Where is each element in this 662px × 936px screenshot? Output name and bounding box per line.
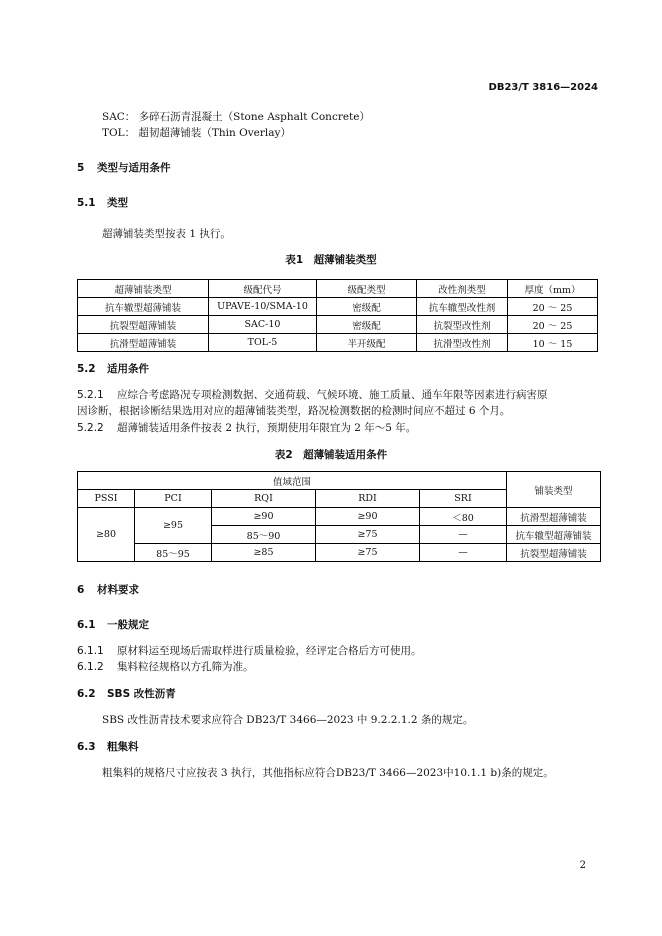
table-cell: UPAVE-10/SMA-10 (209, 298, 317, 316)
table-cell: 抗裂型超薄铺装 (78, 316, 209, 334)
clause-6-1-2 (77, 659, 254, 675)
table-cell: 85～90 (212, 526, 316, 544)
header-cell: 级配代号 (209, 280, 317, 298)
table-cell: 抗裂型改性剂 (417, 316, 508, 334)
header-cell: PSSI (78, 490, 135, 508)
section-title: 类型 (107, 197, 128, 209)
abbrev-tol: TOL： 超韧超薄铺装（Thin Overlay） (102, 127, 291, 139)
clause-number: 6.1.1 (77, 645, 104, 657)
table-2 (77, 471, 601, 562)
section-6-2-text: SBS 改性沥青技术要求应符合 DB23/T 3466—2023 中 9.2.2.1.2 条的规定。 (102, 714, 474, 726)
clause-number: 5.2.1 (77, 389, 104, 401)
section-number: 6 (77, 584, 85, 596)
table-header-row (78, 472, 601, 490)
header-cell: RQI (212, 490, 316, 508)
table-cell: ≥80 (78, 508, 135, 562)
clause-5-2-1-continued: 因诊断，根据诊断结果选用对应的超薄铺装类型，路况检测数据的检测时间应不超过 6 个月。 (77, 405, 511, 417)
section-title: 材料要求 (97, 584, 139, 596)
table-cell: ≥85 (212, 544, 316, 562)
table-cell: 10 ～ 15 (508, 334, 598, 352)
section-title: 类型与适用条件 (97, 162, 171, 174)
table-cell: 抗滑型改性剂 (417, 334, 508, 352)
section-5-heading (77, 160, 171, 175)
section-5-1-text: 超薄铺装类型按表 1 执行。 (102, 228, 231, 240)
abbrev-sac: SAC： 多碎石沥青混凝土（Stone Asphalt Concrete） (102, 111, 370, 123)
table-1 (77, 279, 598, 352)
clause-text: 原材料运至现场后需取样进行质量检验，经评定合格后方可使用。 (117, 645, 422, 657)
section-6-3-text: 粗集料的规格尺寸应按表 3 执行，其他指标应符合DB23/T 3466—2023中10.1.1 b)条的规定。 (102, 767, 554, 779)
section-6-1-heading (77, 617, 149, 632)
standard-number: DB23/T 3816—2024 (488, 82, 598, 93)
table-cell: 半开级配 (317, 334, 417, 352)
clause-5-2-1 (77, 387, 548, 403)
table-cell: SAC-10 (209, 316, 317, 334)
section-title: SBS 改性沥青 (107, 688, 176, 700)
header-cell-type: 铺装类型 (507, 472, 601, 508)
clause-5-2-2 (77, 420, 416, 436)
table-cell: 抗裂型超薄铺装 (507, 544, 601, 562)
table-cell: — (420, 544, 507, 562)
table-cell: 85～95 (135, 544, 212, 562)
section-6-3-heading (77, 739, 139, 754)
table-header-row (78, 280, 598, 298)
table-cell: 20 ～ 25 (508, 298, 598, 316)
section-title: 一般规定 (107, 619, 149, 631)
table-row (78, 316, 598, 334)
section-5-2-heading (77, 361, 149, 376)
clause-number: 5.2.2 (77, 422, 104, 434)
section-number: 5.2 (77, 363, 96, 375)
table-cell: 密级配 (317, 316, 417, 334)
section-6-2-heading (77, 686, 176, 701)
section-number: 5 (77, 162, 85, 174)
table-cell: ＜80 (420, 508, 507, 526)
header-cell: 厚度（mm） (508, 280, 598, 298)
table-cell: — (420, 526, 507, 544)
section-number: 6.3 (77, 741, 96, 753)
table-row (78, 544, 601, 562)
section-5-1-heading (77, 195, 128, 210)
clause-text: 超薄铺装适用条件按表 2 执行，预期使用年限宜为 2 年～5 年。 (117, 422, 417, 434)
table-1-caption: 表1 超薄铺装类型 (285, 254, 377, 266)
table-cell: 抗滑型超薄铺装 (507, 508, 601, 526)
clause-number: 6.1.2 (77, 661, 104, 673)
table-cell: TOL-5 (209, 334, 317, 352)
table-cell: ≥90 (212, 508, 316, 526)
table-row (78, 508, 601, 526)
table-2-caption: 表2 超薄铺装适用条件 (274, 449, 388, 461)
header-cell: SRI (420, 490, 507, 508)
table-cell: 20 ～ 25 (508, 316, 598, 334)
header-cell: 超薄铺装类型 (78, 280, 209, 298)
table-cell: 密级配 (317, 298, 417, 316)
table-row (78, 334, 598, 352)
section-number: 6.1 (77, 619, 96, 631)
clause-text: 集料粒径规格以方孔筛为准。 (117, 661, 254, 673)
section-number: 6.2 (77, 688, 96, 700)
table-cell: ≥75 (316, 526, 420, 544)
header-cell-range: 值域范围 (78, 472, 507, 490)
table-cell: ≥90 (316, 508, 420, 526)
table-cell: 抗滑型超薄铺装 (78, 334, 209, 352)
table-cell: ≥95 (135, 508, 212, 544)
table-cell: 抗车辙型改性剂 (417, 298, 508, 316)
table-cell: 抗车辙型超薄铺装 (507, 526, 601, 544)
header-cell: RDI (316, 490, 420, 508)
header-cell: 改性剂类型 (417, 280, 508, 298)
table-cell: ≥75 (316, 544, 420, 562)
clause-text: 应综合考虑路况专项检测数据、交通荷载、气候环境、施工质量、通车年限等因素进行病害原 (117, 389, 548, 401)
header-cell: PCI (135, 490, 212, 508)
section-title: 粗集料 (107, 741, 139, 753)
page-number: 2 (579, 860, 586, 871)
clause-6-1-1 (77, 643, 422, 659)
table-row (78, 298, 598, 316)
section-title: 适用条件 (107, 363, 149, 375)
header-cell: 级配类型 (317, 280, 417, 298)
section-6-heading (77, 582, 139, 597)
section-number: 5.1 (77, 197, 96, 209)
table-cell: 抗车辙型超薄铺装 (78, 298, 209, 316)
